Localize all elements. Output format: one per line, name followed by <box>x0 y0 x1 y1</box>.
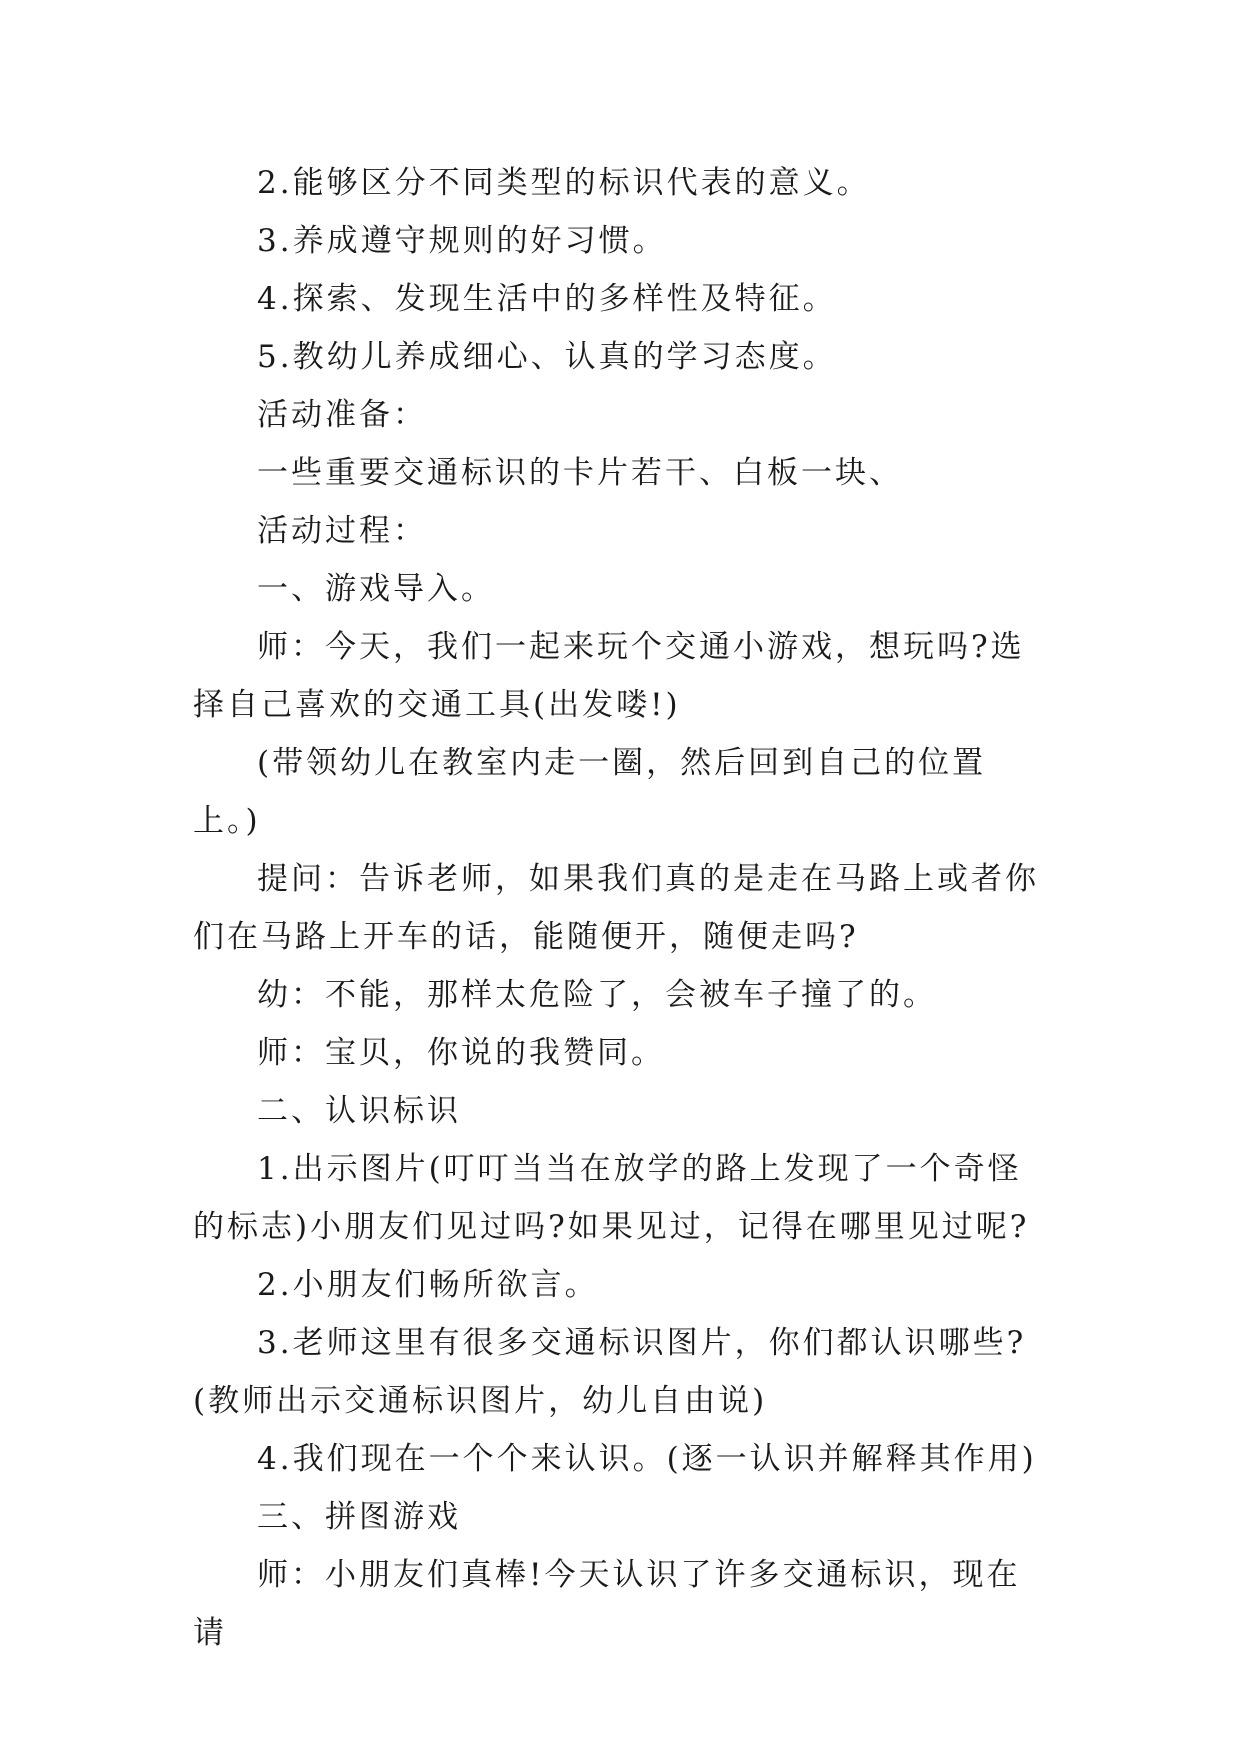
paragraph: 4.探索、发现生活中的多样性及特征。 <box>257 281 837 317</box>
paragraph: 师：今天，我们一起来玩个交通小游戏，想玩吗?选择自己喜欢的交通工具(出发喽!) <box>193 629 1025 723</box>
paragraph: 1.出示图片(叮叮当当在放学的路上发现了一个奇怪的标志)小朋友们见过吗?如果见过，记得在哪里见过呢? <box>193 1151 1030 1245</box>
section-heading: 三、拼图游戏 <box>257 1499 461 1535</box>
paragraph: 3.老师这里有很多交通标识图片，你们都认识哪些?(教师出示交通标识图片，幼儿自由说) <box>193 1325 1027 1419</box>
paragraph: 3.养成遵守规则的好习惯。 <box>257 223 667 259</box>
paragraph: (带领幼儿在教室内走一圈，然后回到自己的位置上。) <box>193 745 987 839</box>
paragraph: 提问：告诉老师，如果我们真的是走在马路上或者你们在马路上开车的话，能随便开，随便走吗? <box>193 861 1039 955</box>
section-heading: 活动过程： <box>257 513 427 549</box>
paragraph: 师：宝贝，你说的我赞同。 <box>257 1035 665 1071</box>
paragraph: 5.教幼儿养成细心、认真的学习态度。 <box>257 339 837 375</box>
paragraph: 师：小朋友们真棒!今天认识了许多交通标识，现在请 <box>193 1557 1021 1651</box>
paragraph: 幼：不能，那样太危险了，会被车子撞了的。 <box>257 977 937 1013</box>
section-heading: 活动准备： <box>257 397 427 433</box>
document-body <box>193 154 1053 1662</box>
paragraph: 2.小朋友们畅所欲言。 <box>257 1267 599 1303</box>
section-heading: 二、认识标识 <box>257 1093 461 1129</box>
paragraph: 4.我们现在一个个来认识。(逐一认识并解释其作用) <box>257 1441 1037 1477</box>
paragraph: 2.能够区分不同类型的标识代表的意义。 <box>257 165 871 201</box>
paragraph: 一些重要交通标识的卡片若干、白板一块、 <box>257 455 903 491</box>
section-heading: 一、游戏导入。 <box>257 571 495 607</box>
